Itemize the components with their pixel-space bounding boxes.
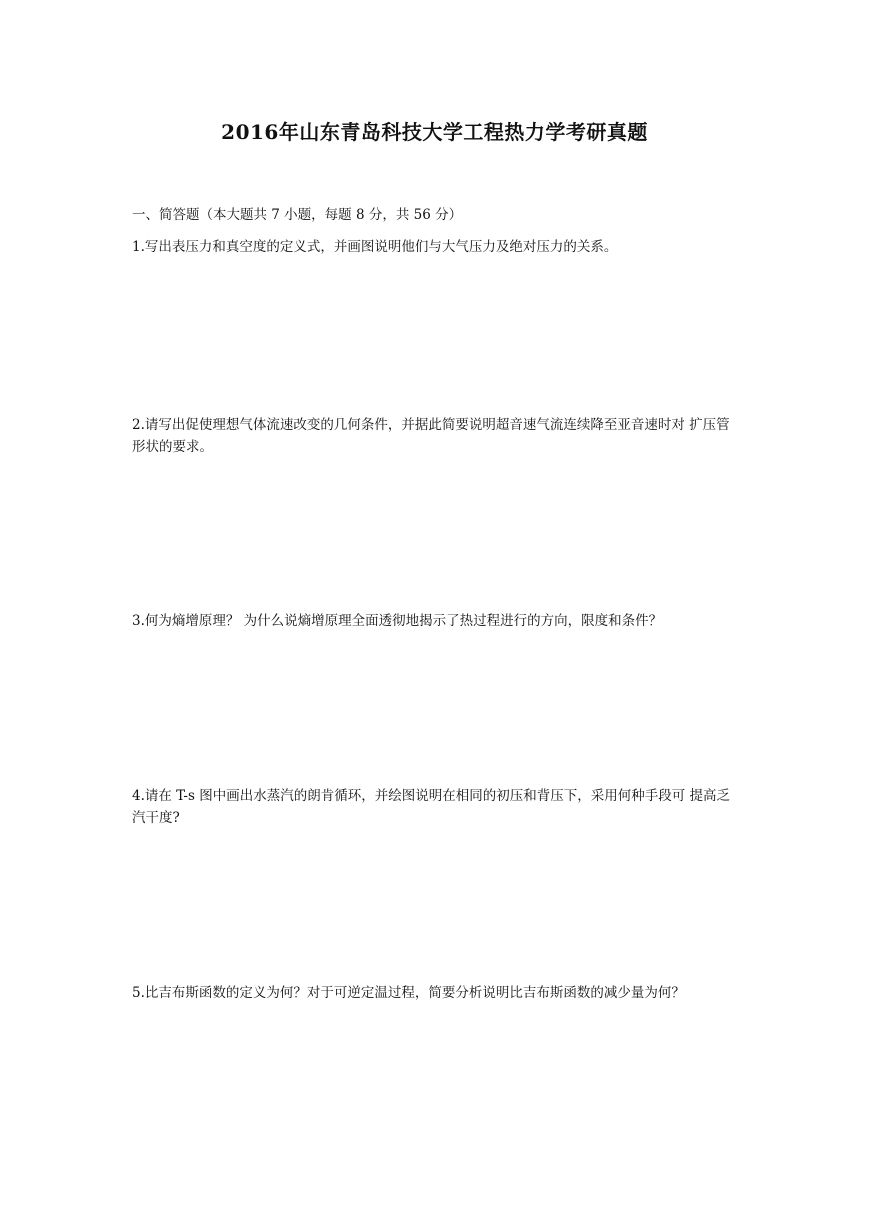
document-title: 2016年山东青岛科技大学工程热力学考研真题 (221, 120, 648, 144)
question-4: 4.请在 T-s 图中画出水蒸汽的朗肯循环，并绘图说明在相同的初压和背压下，采用何种手段可 提高乏汽干度? (132, 788, 731, 826)
question-1: 1.写出表压力和真空度的定义式，并画图说明他们与大气压力及绝对压力的关系。 (132, 239, 618, 255)
question-2: 2.请写出促使理想气体流速改变的几何条件，并据此简要说明超音速气流连续降至亚音速时对 扩压管形状的要求。 (132, 417, 730, 455)
section-heading: 一、简答题（本大题共 7 小题，每题 8 分，共 56 分） (132, 207, 463, 223)
question-5: 5.比吉布斯函数的定义为何？对于可逆定温过程，简要分析说明比吉布斯函数的减少量为何？ (132, 985, 685, 1001)
question-3: 3.何为熵增原理？ 为什么说熵增原理全面透彻地揭示了热过程进行的方向，限度和条件？ (132, 613, 663, 629)
